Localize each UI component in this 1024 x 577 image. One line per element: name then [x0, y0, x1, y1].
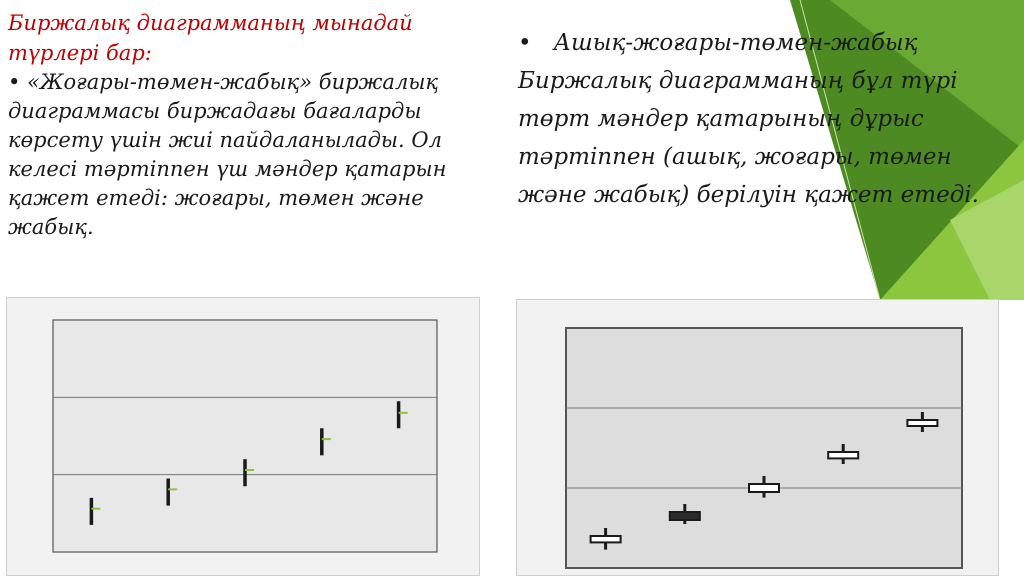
candle-body-1: [670, 512, 700, 520]
hlc-chart-frame: [6, 297, 480, 576]
plot-area: [53, 320, 437, 552]
ohlc-chart-frame: [516, 299, 999, 576]
right-heading: [518, 24, 988, 62]
right-heading-text: Ашық-жоғары-төмен-жабық: [553, 30, 918, 56]
hlc-stock-chart: [7, 298, 481, 577]
left-title: Биржалық диаграмманың мынадай түрлері бар:: [8, 11, 413, 65]
left-text-block: [8, 8, 498, 242]
candle-body-0: [591, 536, 621, 542]
candle-body-3: [828, 452, 858, 458]
candle-body-2: [749, 484, 779, 492]
bullet-glyph: •: [518, 30, 532, 56]
plot-area: [566, 328, 962, 568]
left-paragraph: • «Жоғары-төмен-жабық» биржалық диаграммасы биржадағы бағаларды көрсету үшін жиі пайдаланылады. Ол келесі тәртіппен үш мәндер қатарын қажет етеді: жоғары, төмен және жабық.: [8, 70, 447, 239]
ohlc-stock-chart: [517, 300, 1000, 577]
candle-body-4: [907, 420, 937, 426]
right-text-block: [518, 24, 988, 214]
right-paragraph: Биржалық диаграмманың бұл түрі төрт мәндер қатарының дұрыс тәртіппен (ашық, жоғары, төмен және жабық) берілуін қажет етеді.: [518, 68, 979, 208]
